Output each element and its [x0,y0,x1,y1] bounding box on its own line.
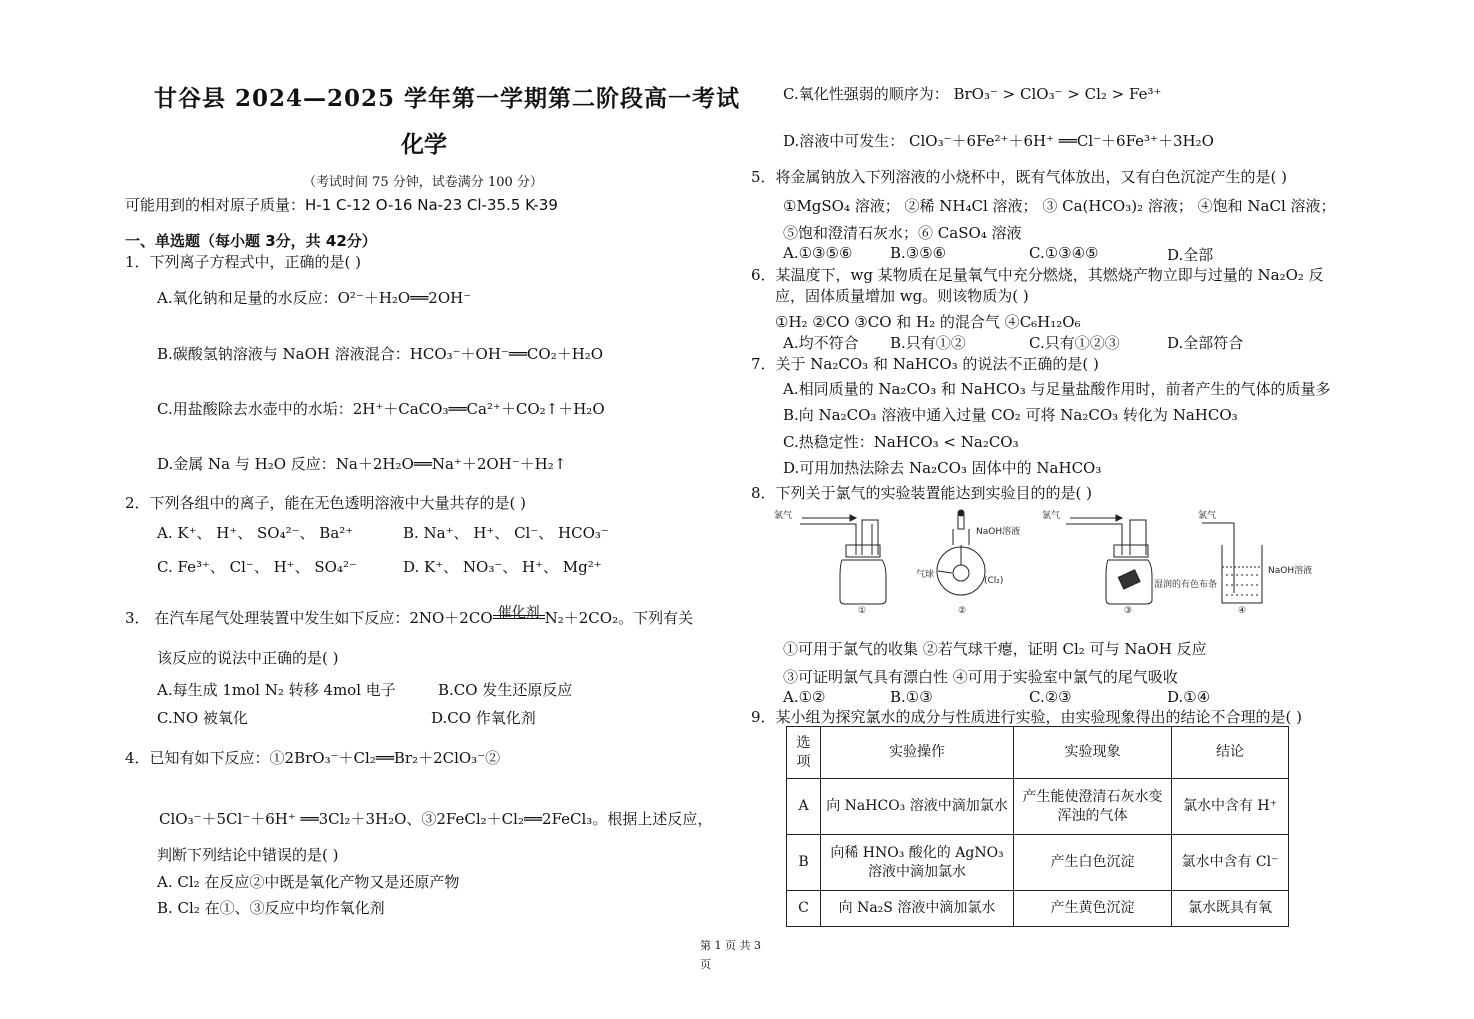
q1-option-b: B.碳酸氢钠溶液与 NaOH 溶液混合：HCO₃⁻＋OH⁻══CO₂＋H₂O [157,345,604,363]
q6-stem: 6．某温度下，wg 某物质在足量氧气中充分燃烧，其燃烧产物立即与过量的 Na₂O₂ 反 [751,266,1324,284]
q7-option-c: C.热稳定性：NaHCO₃ < Na₂CO₃ [783,433,1019,451]
q1-option-c: C.用盐酸除去水壶中的水垢：2H⁺＋CaCO₃══Ca²⁺＋CO₂↑＋H₂O [157,400,605,418]
fig-label-cl2: (Cl₂) [984,576,1004,586]
q8-option-a: A.①② [783,688,826,706]
q9-row-a-conclusion: 氯水中含有 H⁺ [1172,779,1289,835]
q1-stem: 1．下列离子方程式中，正确的是( ) [125,253,362,271]
q7-stem: 7．关于 Na₂CO₃ 和 NaHCO₃ 的说法不正确的是( ) [751,355,1099,373]
q5-line-2: ⑤饱和澄清石灰水；⑥ CaSO₄ 溶液 [783,224,1022,242]
q5-stem: 5．将金属钠放入下列溶液的小烧杯中，既有气体放出，又有白色沉淀产生的是( ) [751,168,1288,186]
q9-header-phenomenon: 实验现象 [1014,727,1172,779]
q8-apparatus-figure [770,505,1330,617]
page-footer: 第 1 页 共 3 [700,939,761,952]
q9-row-c-label: C [787,891,821,927]
q6-stem-2: 应，固体质量增加 wg。则该物质为( ) [775,287,1029,305]
q8-option-d: D.①④ [1167,688,1211,706]
section-heading: 一、单选题（每小题 3分，共 42分） [125,232,377,250]
table-row [787,835,1289,891]
q8-option-b: B.①③ [890,688,933,706]
q5-option-b: B.③⑤⑥ [890,244,947,262]
q3-catalyst: 催化剂 [497,605,540,621]
q6-options: ①H₂ ②CO ③CO 和 H₂ 的混合气 ④C₆H₁₂O₆ [775,313,1081,331]
q5-line-1: ①MgSO₄ 溶液； ②稀 NH₄Cl 溶液； ③ Ca(HCO₃)₂ 溶液； ④饱和 NaCl 溶液； [783,197,1336,215]
q5-option-c: C.①③④⑤ [1029,244,1099,262]
q6-option-c: C.只有①②③ [1029,334,1120,352]
apparatus-4 [1202,523,1262,603]
q7-option-a: A.相同质量的 Na₂CO₃ 和 NaHCO₃ 与足量盐酸作用时，前者产生的气体的质量多 [783,380,1331,398]
q3-option-c: C.NO 被氧化 [157,709,248,727]
q3-stem-pre: 3． 在汽车尾气处理装置中发生如下反应： [125,609,410,627]
table-row [787,779,1289,835]
q8-option-c: C.②③ [1029,688,1072,706]
q9-row-b-conclusion: 氯水中含有 Cl⁻ [1172,835,1289,891]
q9-row-c-phenomenon: 产生黄色沉淀 [1014,891,1172,927]
atomic-masses: 可能用到的相对原子质量：H-1 C-12 O-16 Na-23 Cl-35.5 K-39 [125,196,558,214]
apparatus-2 [937,510,985,595]
q3-stem-2: 该反应的说法中正确的是( ) [157,649,339,667]
q7-option-d: D.可用加热法除去 Na₂CO₃ 固体中的 NaHCO₃ [783,459,1102,477]
q6-option-d: D.全部符合 [1167,334,1244,352]
q6-option-a: A.均不符合 [783,334,859,352]
subject-title: 化学 [401,131,447,158]
q8-line-1: ①可用于氯气的收集 ②若气球干瘪，证明 Cl₂ 可与 NaOH 反应 [783,640,1207,658]
exam-info: （考试时间 75 分钟，试卷满分 100 分） [303,175,543,190]
q9-header-conclusion: 结论 [1172,727,1289,779]
q4-line-3: 判断下列结论中错误的是( ) [157,846,339,864]
q6-option-b: B.只有①② [890,334,966,352]
q9-row-a-operation: 向 NaHCO₃ 溶液中滴加氯水 [821,779,1014,835]
q2-option-b: B. Na⁺、 H⁺、 Cl⁻、 HCO₃⁻ [403,524,609,542]
q9-row-b-label: B [787,835,821,891]
q3-arrow [493,605,545,623]
apparatus-3 [1066,515,1152,604]
q2-option-d: D. K⁺、 NO₃⁻、 H⁺、 Mg²⁺ [403,558,602,576]
fig-num-1: ① [858,606,867,616]
q9-row-c-operation: 向 Na₂S 溶液中滴加氯水 [821,891,1014,927]
q4-option-b: B. Cl₂ 在①、③反应中均作氧化剂 [157,899,385,917]
q2-option-c: C. Fe³⁺、 Cl⁻、 H⁺、 SO₄²⁻ [157,558,357,576]
q3-eq-right: N₂＋2CO₂ [544,609,619,627]
q9-row-a-label: A [787,779,821,835]
q5-option-d: D.全部 [1167,246,1214,264]
fig-label-naoh: NaOH溶液 [976,527,1021,537]
q4-stem: 4．已知有如下反应：①2BrO₃⁻＋Cl₂══Br₂＋2ClO₃⁻② [125,749,501,767]
q8-stem: 8．下列关于氯气的实验装置能达到实验目的的是( ) [751,484,1093,502]
fig-label-balloon: 气球 [916,570,935,580]
q4-option-a: A. Cl₂ 在反应②中既是氧化产物又是还原产物 [157,873,460,891]
q9-row-c-conclusion: 氯水既具有氧 [1172,891,1289,927]
fig-label-naoh-4: NaOH溶液 [1268,566,1313,576]
q3-stem [125,607,693,628]
fig-num-2: ② [958,606,967,616]
q5-option-a: A.①③⑤⑥ [783,244,853,262]
fig-num-4: ④ [1238,606,1247,616]
q3-option-a: A.每生成 1mol N₂ 转移 4mol 电子 [157,681,396,699]
q9-header-operation: 实验操作 [821,727,1014,779]
fig-num-3: ③ [1124,606,1133,616]
q3-stem-post: 。下列有关 [618,609,694,627]
q2-stem: 2．下列各组中的离子，能在无色透明溶液中大量共存的是( ) [125,494,527,512]
q9-table [786,726,1289,927]
q3-option-b: B.CO 发生还原反应 [438,681,573,699]
q9-stem: 9．某小组为探究氯水的成分与性质进行实验，由实验现象得出的结论不合理的是( ) [751,708,1303,726]
table-row [787,891,1289,927]
page-footer-2: 页 [700,958,711,971]
q3-eq-left: 2NO＋2CO [409,609,493,627]
fig-label-chlorine-4: 氯气 [1198,511,1217,521]
q7-option-b: B.向 Na₂CO₃ 溶液中通入过量 CO₂ 可将 Na₂CO₃ 转化为 NaHCO₃ [783,406,1238,424]
q9-row-b-phenomenon: 产生白色沉淀 [1014,835,1172,891]
fig-label-chlorine-1: 氯气 [774,511,793,521]
q9-table-header [787,727,1289,779]
q1-option-a: A.氧化钠和足量的水反应：O²⁻＋H₂O══2OH⁻ [157,289,472,307]
q2-option-a: A. K⁺、 H⁺、 SO₄²⁻、 Ba²⁺ [157,524,354,542]
page-title: 甘谷县 2024—2025 学年第一学期第二阶段高一考试 [154,85,741,112]
q4-option-d: D.溶液中可发生： ClO₃⁻＋6Fe²⁺＋6H⁺ ══Cl⁻＋6Fe³⁺＋3H₂O [783,132,1214,150]
q4-line-2: ClO₃⁻＋5Cl⁻＋6H⁺ ══3Cl₂＋3H₂O、③2FeCl₂＋Cl₂══2FeCl₃。根据上述反应， [159,810,713,828]
q9-row-a-phenomenon: 产生能使澄清石灰水变浑浊的气体 [1014,779,1172,835]
fig-label-chlorine-3: 氯气 [1042,511,1061,521]
q3-option-d: D.CO 作氧化剂 [431,709,536,727]
q1-option-d: D.金属 Na 与 H₂O 反应：Na＋2H₂O══Na⁺＋2OH⁻＋H₂↑ [157,455,567,473]
q9-header-option: 选项 [787,727,821,779]
apparatus-1 [800,515,886,604]
q9-row-b-operation: 向稀 HNO₃ 酸化的 AgNO₃ 溶液中滴加氯水 [821,835,1014,891]
fig-label-cloth: 湿润的有色布条 [1154,580,1218,590]
q8-line-2: ③可证明氯气具有漂白性 ④可用于实验室中氯气的尾气吸收 [783,668,1178,686]
q4-option-c: C.氧化性强弱的顺序为： BrO₃⁻ > ClO₃⁻ > Cl₂ > Fe³⁺ [783,85,1162,103]
